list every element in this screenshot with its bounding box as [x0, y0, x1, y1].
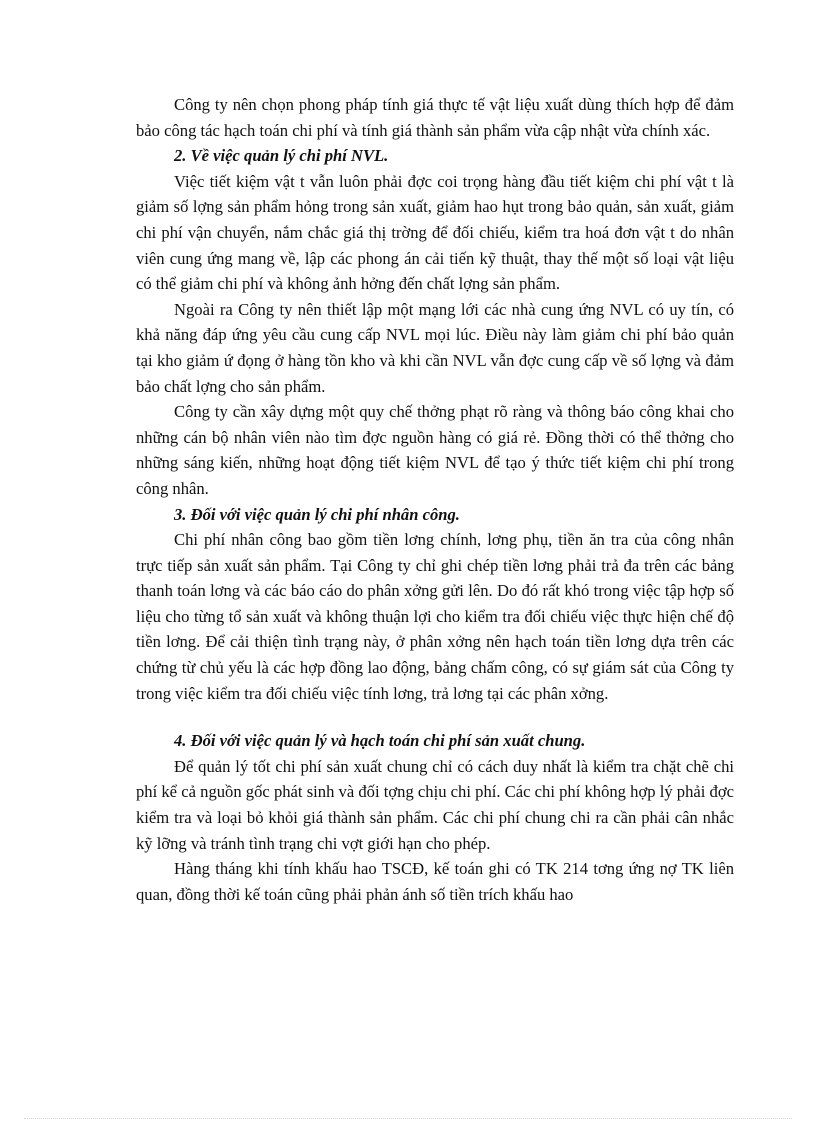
- paragraph-depreciation: Hàng tháng khi tính khấu hao TSCĐ, kế toán ghi có TK 214 tơng ứng nợ TK liên quan, đồng thời kế toán cũng phải phản ánh số tiền trích khấu hao: [136, 859, 734, 904]
- paragraph-reward-policy: Công ty cần xây dựng một quy chế thởng phạt rõ ràng và thông báo công khai cho những cán bộ nhân viên nào tìm đợc nguồn hàng có giá rẻ. Đồng thời có thể thởng cho những sáng kiến, những hoạt động tiết kiệm NVL để tạo ý thức tiết kiệm chi phí trong công nhân.: [136, 402, 734, 498]
- heading-material-cost: 2. Về việc quản lý chi phí NVL.: [174, 146, 389, 166]
- document-body: [136, 92, 734, 907]
- paragraph-material-saving: Việc tiết kiệm vật t vẫn luôn phải đợc coi trọng hàng đầu tiết kiệm chi phí vật t là giảm số lợng sản phẩm hỏng trong sản xuất, giảm hao hụt trong bảo quản, sản xuất, giảm chi phí vận chuyển, nắm chắc giá thị trờng để đối chiếu, kiểm tra hoá đơn vật t do nhân viên cung ứng mang về, lập các phong án cải tiến kỹ thuật, thay thế một số loại vật liệu có thể giảm chi phí và không ảnh hởng đến chất lợng sản phẩm.: [136, 171, 734, 294]
- footer-divider: [24, 1118, 792, 1119]
- heading-overhead-cost: 4. Đối với việc quản lý và hạch toán chi phí sản xuất chung.: [174, 731, 586, 751]
- paragraph-supplier-network: Ngoài ra Công ty nên thiết lập một mạng lới các nhà cung ứng NVL có uy tín, có khả năng đáp ứng yêu cầu cung cấp NVL mọi lúc. Điều này làm giảm chi phí bảo quản tại kho giảm ứ đọng ở hàng tồn kho và khi cần NVL vẫn đợc cung cấp về số lợng và đảm bảo chất lợng cho sản phẩm.: [136, 299, 734, 396]
- paragraph-overhead-control: Để quản lý tốt chi phí sản xuất chung chỉ có cách duy nhất là kiểm tra chặt chẽ chi phí kể cả nguồn gốc phát sinh và đối tợng chịu chi phí. Các chi phí không hợp lý phải đợc kiểm tra và loại bỏ khỏi giá thành sản phẩm. Các chi phí chung chi ra cần phải cân nhắc kỹ lỡng và tránh tình trạng chi vợt giới hạn cho phép.: [136, 756, 734, 853]
- heading-labor-cost: 3. Đối với việc quản lý chi phí nhân công.: [174, 504, 460, 524]
- spacer: [136, 706, 734, 728]
- paragraph-labor-cost: Chi phí nhân công bao gồm tiền lơng chính, lơng phụ, tiền ăn tra của công nhân trực tiếp sản xuất sản phẩm. Tại Công ty chỉ ghi chép tiền lơng phải trả đa trên các bảng thanh toán lơng và các báo cáo do phân xởng gửi lên. Do đó rất khó trong việc tập hợp số liệu cho từng tổ sản xuất và không thuận lợi cho kiểm tra đối chiếu việc thực hiện chế độ tiền lơng. Để cải thiện tình trạng này, ở phân xởng nên hạch toán tiền lơng dựa trên các chứng từ chủ yếu là các hợp đồng lao động, bảng chấm công, có sự giám sát của Công ty trong việc kiểm tra đối chiếu việc tính lơng, trả lơng tại các phân xởng.: [136, 530, 734, 703]
- paragraph-costing-method: Công ty nên chọn phong pháp tính giá thực tế vật liệu xuất dùng thích hợp để đảm bảo công tác hạch toán chi phí và tính giá thành sản phẩm vừa cập nhật vừa chính xác.: [136, 95, 734, 140]
